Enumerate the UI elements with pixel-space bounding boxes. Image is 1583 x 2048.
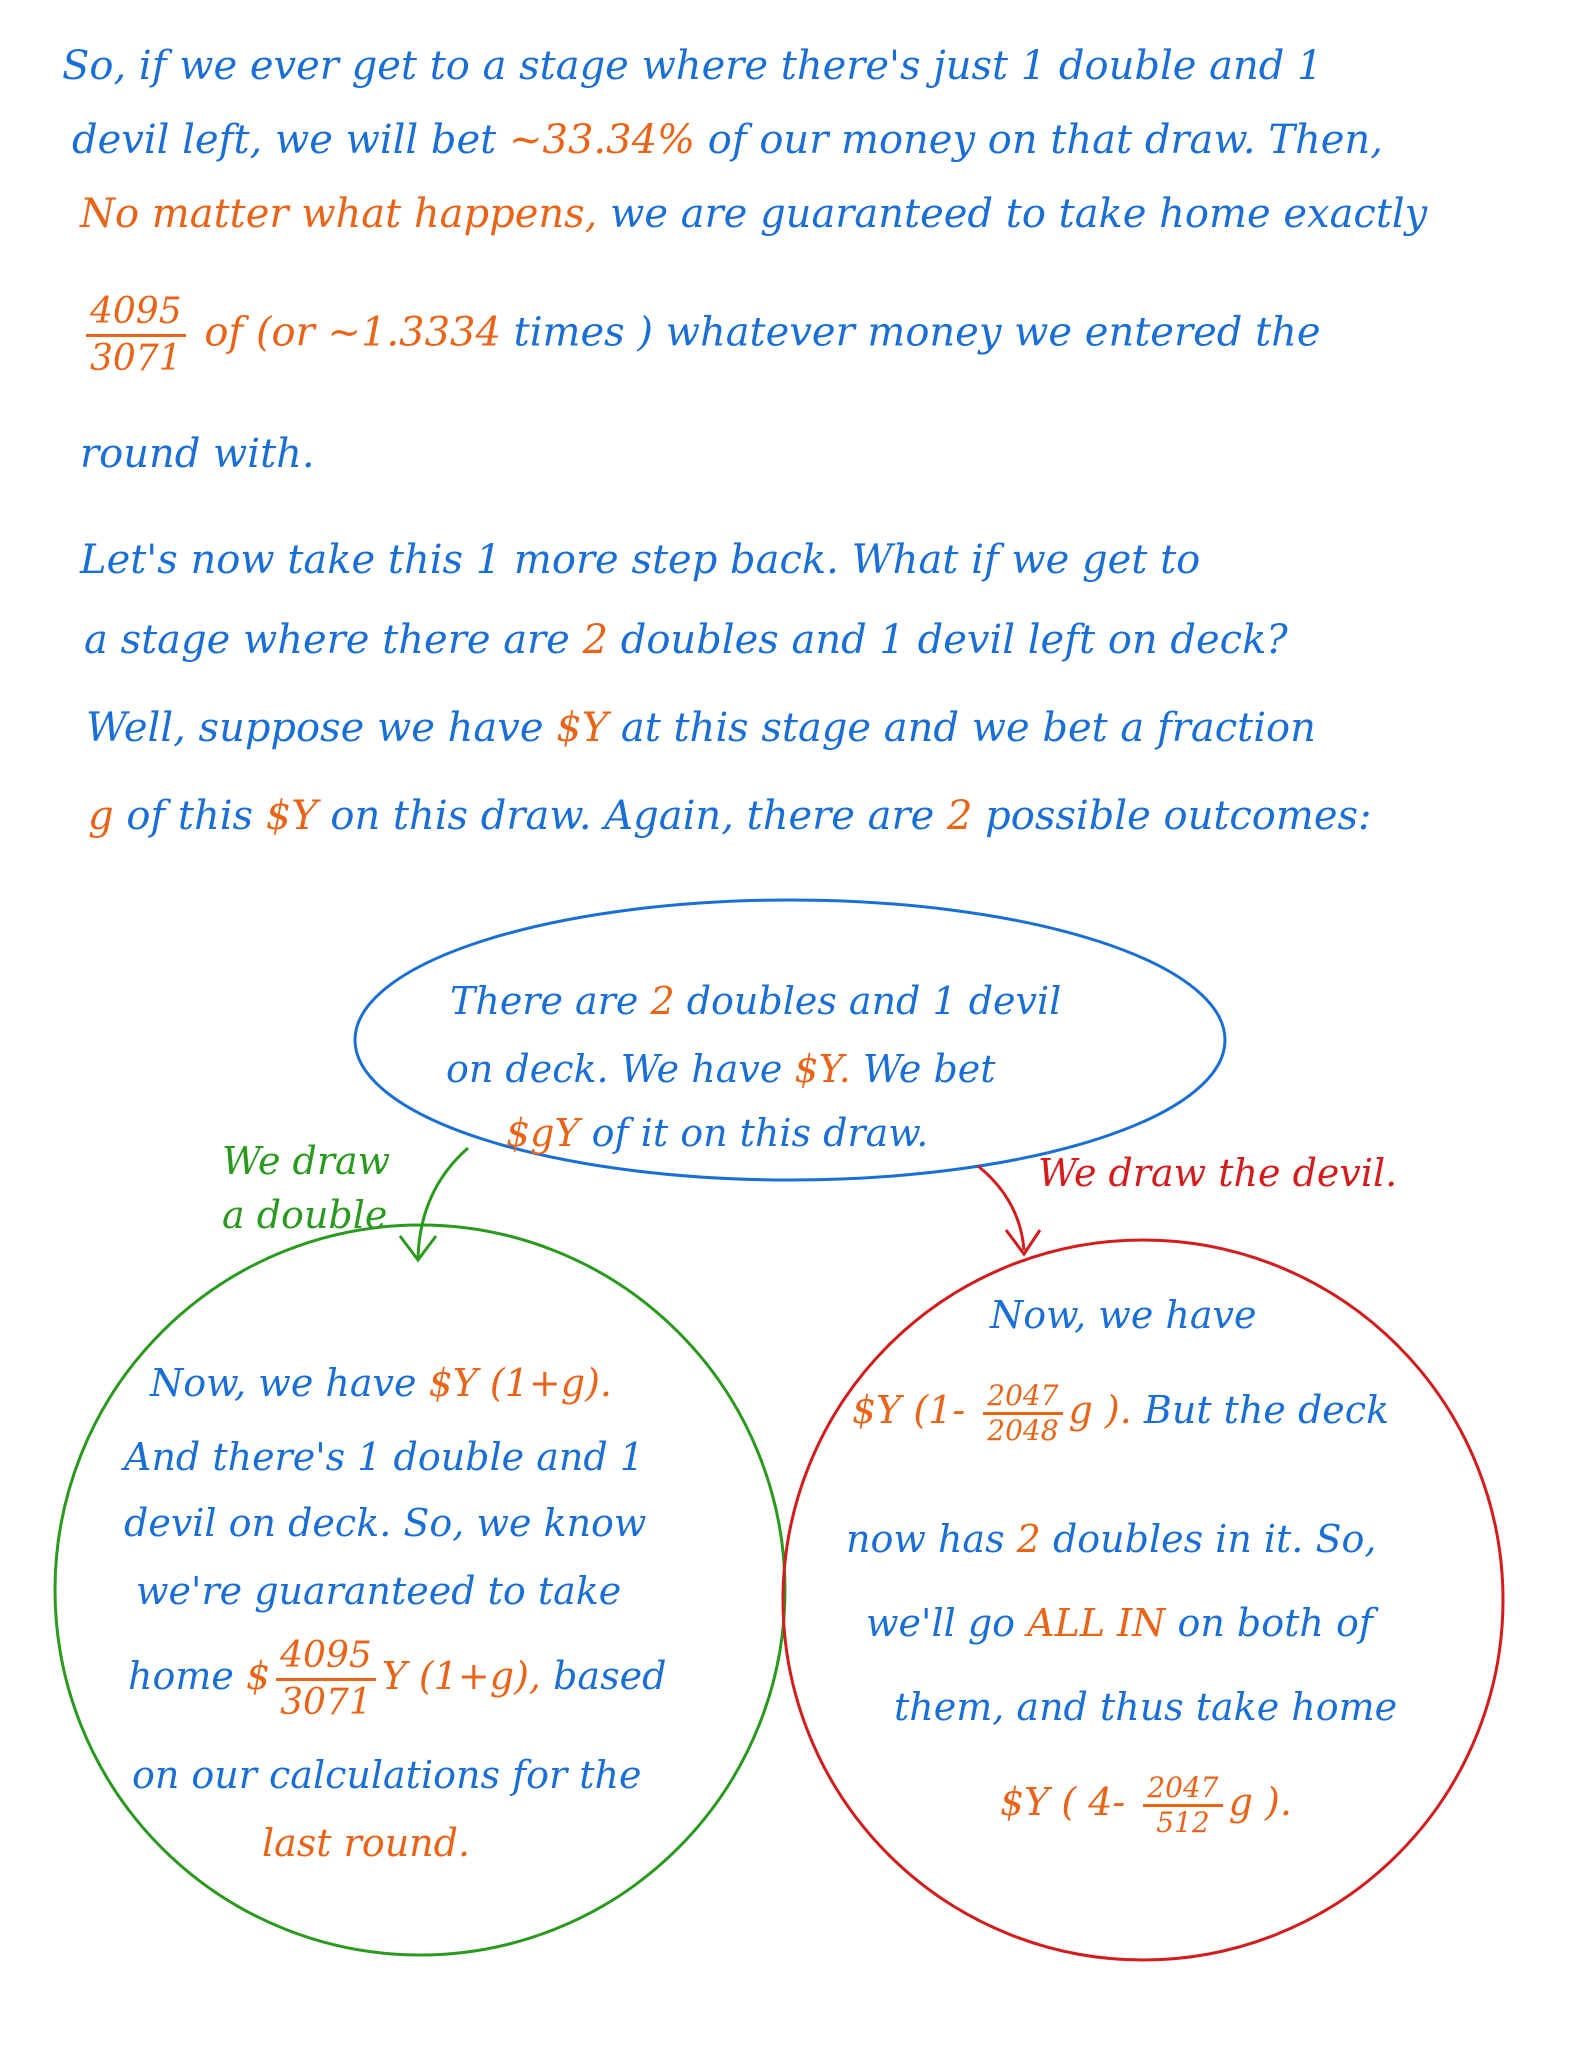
- devil-line-1: Now, we have: [990, 1293, 1257, 1337]
- root-dollar-y: $Y.: [794, 1047, 851, 1091]
- root-line-2: [446, 1046, 996, 1092]
- devil-branch-arrow: [978, 1166, 1024, 1250]
- devil-fraction-1-num: 2047: [983, 1380, 1062, 1415]
- p2-one-devil: 1: [879, 617, 905, 663]
- double-line-5-a: home: [128, 1654, 246, 1698]
- devil-fraction-1-den: 2048: [987, 1414, 1059, 1447]
- devil-line-2-b: But the deck: [1131, 1388, 1390, 1432]
- devil-line-6: [1000, 1772, 1292, 1839]
- p2-line-3-a: Well, suppose we have: [86, 705, 557, 751]
- double-line-6: on our calculations for the: [132, 1753, 642, 1797]
- p2-line-4-b: on this draw. Again, there are: [317, 793, 947, 839]
- devil-line-4-b: on both of: [1165, 1601, 1373, 1645]
- double-line-3: devil on deck. So, we know: [124, 1501, 647, 1545]
- root-line-2-a: on deck. We have: [446, 1047, 795, 1091]
- p1-line-2: [72, 116, 1383, 164]
- double-dollar: $: [245, 1654, 271, 1698]
- p1-line-2-b: of our money on that draw. Then,: [695, 117, 1383, 163]
- bet-percentage: ~33.34%: [508, 117, 696, 163]
- double-takehome-expr: Y (1+g),: [381, 1654, 542, 1698]
- p2-line-2-a: a stage where there are: [84, 617, 583, 663]
- multiplier-numerator: 4095: [86, 290, 186, 337]
- devil-line-5: them, and thus take home: [894, 1685, 1398, 1729]
- double-fraction: [276, 1634, 376, 1725]
- double-fraction-den: 3071: [280, 1682, 372, 1723]
- p1-line-4: [80, 290, 1321, 381]
- double-line-7: last round.: [262, 1821, 471, 1865]
- p2-line-2-doubles: doubles and: [608, 617, 880, 663]
- p2-dollar-y-2: $Y: [265, 793, 318, 839]
- double-branch-label-2: a double: [222, 1193, 388, 1237]
- p2-two-outcomes: 2: [947, 793, 973, 839]
- root-bet-amount: $gY: [506, 1111, 580, 1155]
- devil-fraction-2-num: 2047: [1143, 1772, 1222, 1807]
- p2-line-2-b: devil left on deck?: [904, 617, 1288, 663]
- root-line-1-c: devil: [956, 979, 1062, 1023]
- devil-takehome-g: g ).: [1228, 1780, 1292, 1824]
- p2-line-3: [86, 704, 1316, 752]
- p1-line-2-a: devil left, we will bet: [72, 117, 509, 163]
- p1-line-5-text: round with.: [80, 431, 315, 477]
- p2-line-4-a: of this: [113, 793, 266, 839]
- multiplier-denominator: 3071: [90, 338, 182, 379]
- p1-line-3-b: we are guaranteed to take home exactly: [597, 191, 1428, 237]
- root-one: 1: [932, 979, 957, 1023]
- devil-line-4-a: we'll go: [866, 1601, 1028, 1645]
- devil-line-3-a: now has: [846, 1517, 1017, 1561]
- devil-takehome-a: $Y ( 4-: [1000, 1780, 1138, 1824]
- p2-line-4: [88, 792, 1372, 840]
- root-line-3: [506, 1110, 928, 1156]
- multiplier-fraction: [86, 290, 186, 381]
- devil-fraction-2-den: 512: [1156, 1806, 1210, 1839]
- double-line-4: we're guaranteed to take: [136, 1569, 622, 1613]
- devil-line-2: [852, 1380, 1389, 1447]
- p1-line-3: [80, 190, 1427, 238]
- devil-fraction-1: [983, 1380, 1062, 1447]
- double-line-2: And there's 1 double and 1: [124, 1435, 644, 1479]
- double-fraction-num: 4095: [276, 1634, 376, 1681]
- p2-line-2: [84, 616, 1288, 664]
- root-line-3-b: of it on this draw.: [579, 1111, 929, 1155]
- double-line-1: [150, 1360, 612, 1406]
- devil-two: 2: [1016, 1517, 1041, 1561]
- p1-line-4-of: of (or: [191, 309, 328, 356]
- p2-fraction-g: g: [88, 793, 114, 839]
- devil-amount-a: $Y (1-: [852, 1388, 978, 1432]
- double-amount-expr: $Y (1+g).: [428, 1361, 612, 1405]
- double-branch-arrow: [418, 1148, 468, 1258]
- p1-line-1-text: So, if we ever get to a stage where there's just 1 double and 1: [62, 43, 1323, 89]
- p2-line-1: [80, 536, 1200, 584]
- root-two: 2: [650, 979, 675, 1023]
- p1-line-5: [80, 430, 315, 478]
- devil-branch-label: We draw the devil.: [1038, 1151, 1398, 1195]
- double-line-1-a: Now, we have: [150, 1361, 429, 1405]
- devil-line-4: [866, 1600, 1373, 1646]
- p2-line-1-text: Let's now take this 1 more step back. What if we get to: [80, 537, 1201, 583]
- p2-two-doubles: 2: [582, 617, 609, 663]
- p1-line-4-b: times ) whatever money we entered the: [500, 309, 1321, 356]
- all-in-phrase: ALL IN: [1027, 1601, 1166, 1645]
- p2-line-3-b: at this stage and we bet a fraction: [608, 705, 1316, 751]
- no-matter-phrase: No matter what happens,: [80, 191, 598, 237]
- p2-line-4-c: possible outcomes:: [972, 793, 1372, 839]
- devil-amount-g: g ).: [1068, 1388, 1132, 1432]
- multiplier-decimal: ~1.3334: [327, 309, 501, 356]
- root-line-2-b: We bet: [850, 1047, 996, 1091]
- root-line-1-a: There are: [450, 979, 651, 1023]
- p1-line-1: [62, 42, 1323, 90]
- devil-fraction-2: [1143, 1772, 1222, 1839]
- root-line-1: [450, 978, 1061, 1024]
- double-line-5: [128, 1634, 666, 1725]
- devil-line-3-b: doubles in it. So,: [1040, 1517, 1377, 1561]
- double-line-5-b: based: [541, 1654, 667, 1698]
- root-line-1-b: doubles and: [674, 979, 933, 1023]
- devil-line-3: [846, 1516, 1376, 1562]
- p2-dollar-y: $Y: [556, 705, 609, 751]
- double-branch-label-1: We draw: [222, 1139, 391, 1183]
